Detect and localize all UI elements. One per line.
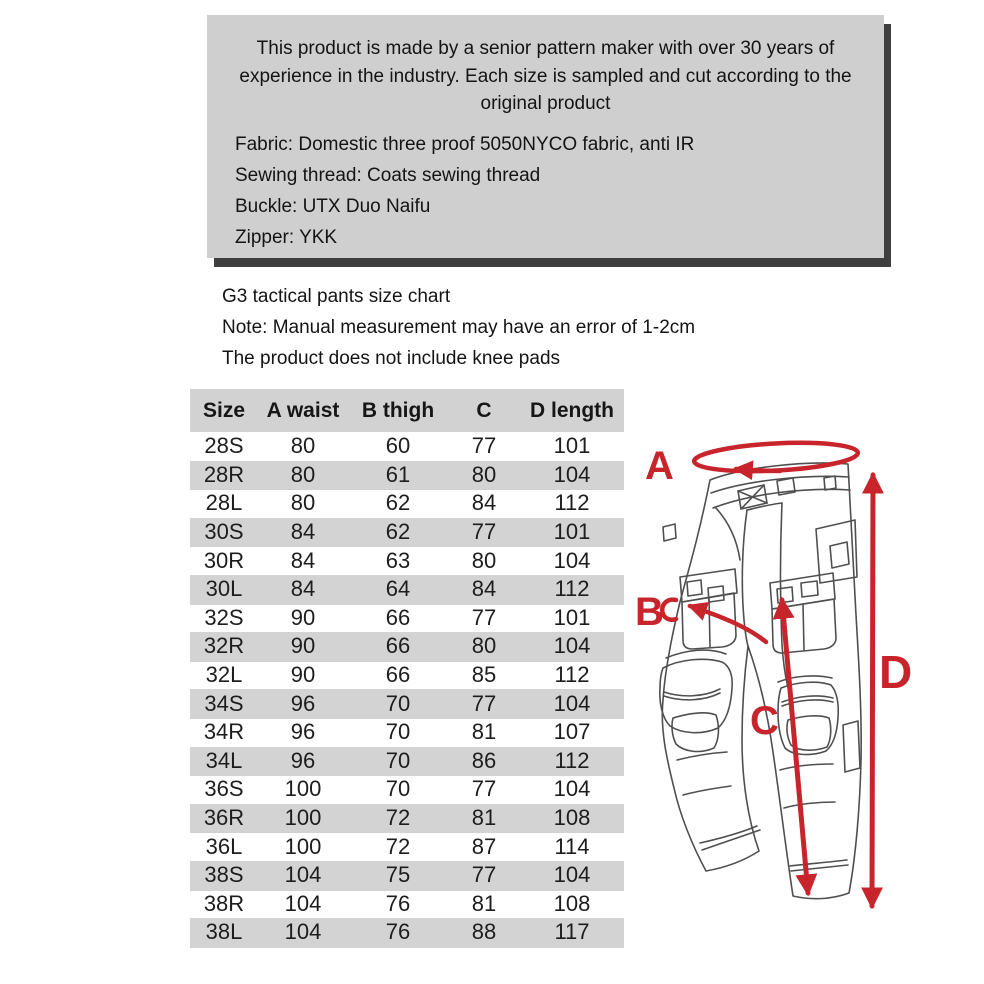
value-cell: 80 [290,433,316,459]
size-cell: 28R [203,461,245,487]
size-cell: 36R [203,805,245,831]
value-cell: 86 [471,747,497,773]
table-row-30L [190,575,624,604]
pants-outline [660,463,861,899]
value-cell: 104 [553,776,591,802]
size-cell: 34R [203,719,245,745]
value-cell: 81 [471,805,497,831]
label-a: A [645,444,674,488]
value-cell: 76 [385,890,411,916]
value-cell: 104 [553,690,591,716]
value-cell: 81 [471,719,497,745]
size-cell: 34L [205,747,243,773]
measurement-arrows [662,439,873,906]
value-cell: 61 [385,461,411,487]
label-c: C [750,699,779,743]
value-cell: 101 [553,433,591,459]
size-cell: 32S [204,604,244,630]
size-cell: 36L [205,833,243,859]
size-table-body [190,432,624,947]
value-cell: 96 [290,719,316,745]
value-cell: 90 [290,662,316,688]
value-cell: 112 [554,576,590,602]
value-cell: 81 [471,890,497,916]
spec-line-thread: Sewing thread: Coats sewing thread [235,164,541,186]
intro-text: This product is made by a senior pattern maker with over 30 years of experience in the industry. Each size is sampled and cut according to the original product [239,38,852,114]
value-cell: 104 [284,890,322,916]
value-cell: 117 [554,919,590,945]
value-cell: 104 [553,461,591,487]
value-cell: 107 [553,719,591,745]
table-row-36S [190,775,624,804]
value-cell: 77 [471,776,497,802]
size-cell: 30R [203,547,245,573]
value-cell: 80 [471,547,497,573]
header-cell-c: C [476,398,492,422]
value-cell: 96 [290,747,316,773]
value-cell: 66 [385,662,411,688]
size-cell: 38S [204,862,244,888]
spec-line-fabric: Fabric: Domestic three proof 5050NYCO fabric, anti IR [235,133,695,155]
value-cell: 112 [554,747,590,773]
value-cell: 84 [290,519,316,545]
value-cell: 96 [290,690,316,716]
value-cell: 70 [385,747,411,773]
notes [222,281,695,374]
pants-diagram [630,430,980,980]
value-cell: 104 [553,862,591,888]
header-cell-d-length: D length [530,398,614,422]
table-row-34S [190,689,624,718]
value-cell: 112 [554,490,590,516]
size-cell: 34S [204,690,244,716]
value-cell: 66 [385,633,411,659]
value-cell: 77 [471,433,497,459]
value-cell: 77 [471,604,497,630]
label-b: B [635,590,664,634]
value-cell: 101 [553,519,591,545]
table-row-36L [190,832,624,861]
value-cell: 112 [554,662,590,688]
table-row-28R [190,461,624,490]
header-cell-size: Size [202,398,246,422]
value-cell: 100 [284,776,322,802]
value-cell: 77 [471,690,497,716]
spec-list [235,129,856,253]
value-cell: 77 [471,862,497,888]
table-row-36R [190,804,624,833]
spec-line-buckle: Buckle: UTX Duo Naifu [235,195,431,217]
value-cell: 88 [471,919,497,945]
table-row-30S [190,518,624,547]
value-cell: 72 [385,833,411,859]
value-cell: 66 [385,604,411,630]
value-cell: 104 [284,862,322,888]
value-cell: 104 [553,547,591,573]
size-cell: 38R [203,890,245,916]
size-cell: 38L [205,919,243,945]
value-cell: 108 [553,805,591,831]
value-cell: 80 [290,490,316,516]
table-row-32S [190,604,624,633]
value-cell: 108 [553,890,591,916]
table-row-30R [190,546,624,575]
table-row-32R [190,632,624,661]
note-title: G3 tactical pants size chart [222,286,451,307]
size-cell: 36S [204,776,244,802]
value-cell: 100 [284,805,322,831]
value-cell: 84 [290,547,316,573]
size-cell: 32L [205,662,243,688]
value-cell: 62 [385,519,411,545]
value-cell: 104 [284,919,322,945]
size-cell: 28L [205,490,243,516]
size-cell: 30S [204,519,244,545]
value-cell: 84 [471,490,497,516]
value-cell: 60 [385,433,411,459]
header-cell-b-thigh: B thigh [361,398,435,422]
value-cell: 104 [553,633,591,659]
size-table-header [190,389,624,432]
table-row-38L [190,918,624,947]
thigh-arrow-curl [662,600,676,620]
value-cell: 90 [290,633,316,659]
value-cell: 75 [385,862,411,888]
table-row-28L [190,489,624,518]
length-arrow [872,475,873,906]
waist-arrow [736,469,780,471]
size-cell: 28S [204,433,244,459]
value-cell: 70 [385,690,411,716]
spec-line-zipper: Zipper: YKK [235,226,338,248]
size-cell: 32R [203,633,245,659]
value-cell: 84 [471,576,497,602]
header-cell-a-waist: A waist [266,398,340,422]
table-row-38R [190,890,624,919]
note-error: Note: Manual measurement may have an error of 1-2cm [222,317,696,338]
value-cell: 85 [471,662,497,688]
value-cell: 64 [385,576,411,602]
value-cell: 70 [385,776,411,802]
value-cell: 114 [554,833,590,859]
table-row-34L [190,747,624,776]
size-cell: 30L [205,576,243,602]
value-cell: 80 [290,461,316,487]
thigh-arrow [690,606,766,642]
info-box [207,15,884,258]
note-kneepads: The product does not include knee pads [222,348,561,369]
value-cell: 80 [471,461,497,487]
value-cell: 72 [385,805,411,831]
value-cell: 101 [553,604,591,630]
value-cell: 70 [385,719,411,745]
value-cell: 90 [290,604,316,630]
table-row-32L [190,661,624,690]
value-cell: 80 [471,633,497,659]
label-d: D [879,646,913,698]
table-row-34R [190,718,624,747]
value-cell: 84 [290,576,316,602]
value-cell: 77 [471,519,497,545]
table-row-38S [190,861,624,890]
value-cell: 62 [385,490,411,516]
size-table [190,389,624,947]
table-row-28S [190,432,624,461]
value-cell: 76 [385,919,411,945]
pants-diagram-svg [630,430,980,980]
value-cell: 100 [284,833,322,859]
value-cell: 63 [385,547,411,573]
value-cell: 87 [471,833,497,859]
